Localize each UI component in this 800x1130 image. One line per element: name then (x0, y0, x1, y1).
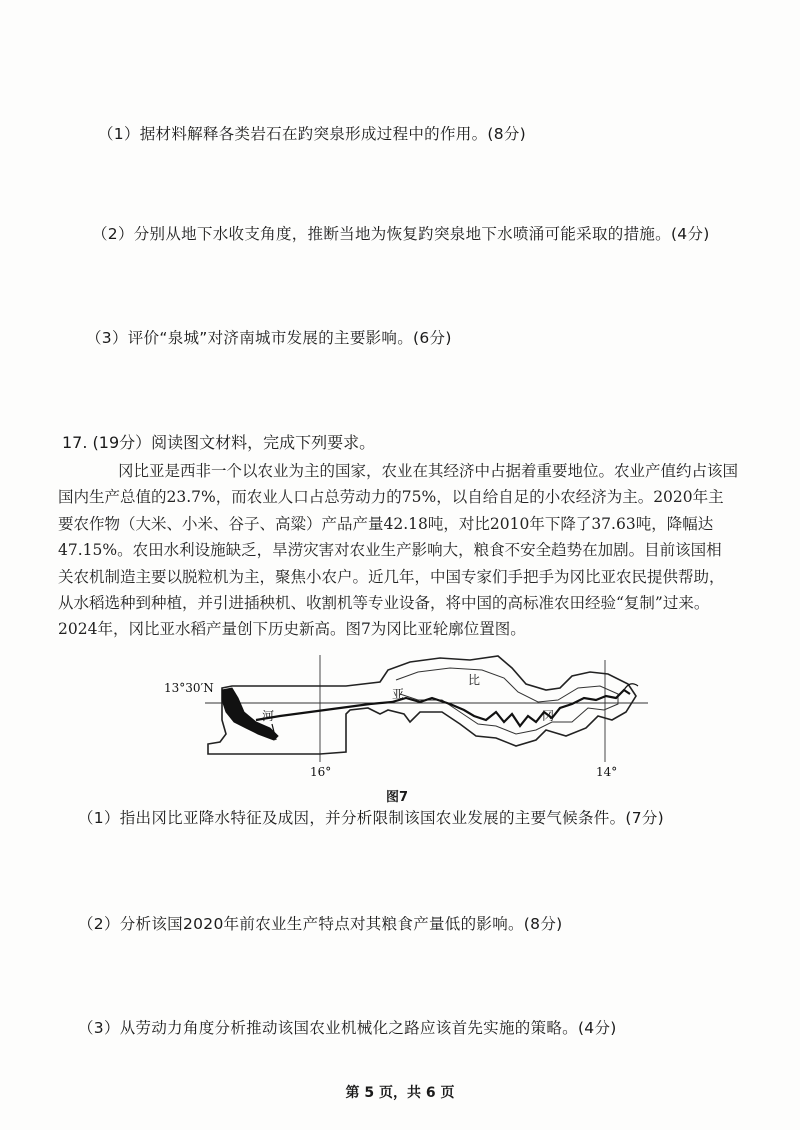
passage-line: 要农作物（大米、小米、谷子、高粱）产品产量42.18吨，对比2010年下降了37.63吨，降幅达 (58, 514, 714, 533)
question-17-title: 17. (19分）阅读图文材料，完成下列要求。 (62, 433, 376, 452)
figure-caption: 图7 (386, 790, 409, 805)
question-17-2: （2）分析该国2020年前农业生产特点对其粮食产量低的影响。(8分) (78, 915, 563, 933)
inner-border (396, 668, 618, 734)
map-char-he: 河 (262, 709, 275, 723)
question-17-3: （3）从劳动力角度分析推动该国农业机械化之路应该首先实施的策略。(4分) (78, 1019, 617, 1037)
passage-line: 47.15%。农田水利设施缺乏，旱涝灾害对农业生产影响大，粮食不安全趋势在加剧。目前该国相 (58, 541, 722, 560)
question-17-passage (58, 458, 756, 643)
map-char-ya: 亚 (392, 687, 405, 701)
map-svg (160, 650, 650, 780)
question-16-1: （1）据材料解释各类岩石在趵突泉形成过程中的作用。(8分) (98, 125, 527, 143)
question-16-3: （3）评价“泉城”对济南城市发展的主要影响。(6分) (86, 329, 452, 347)
page-footer: 第 5 页，共 6 页 (345, 1085, 455, 1101)
passage-line: 关农机制造主要以脱粒机为主，聚焦小农户。近几年，中国专家们手把手为冈比亚农民提供帮助， (58, 567, 725, 586)
map-char-gang: 冈 (542, 709, 555, 723)
question-17-1: （1）指出冈比亚降水特征及成因，并分析限制该国农业发展的主要气候条件。(7分) (78, 809, 665, 827)
question-16-2: （2）分别从地下水收支角度，推断当地为恢复趵突泉地下水喷涌可能采取的措施。(4分) (92, 225, 710, 243)
passage-line: 2024年，冈比亚水稻产量创下历史新高。图7为冈比亚轮廓位置图。 (58, 620, 526, 639)
gambia-outline-map (160, 650, 650, 780)
lon-label-14: 14° (596, 765, 618, 779)
passage-line: 冈比亚是西非一个以农业为主的国家，农业在其经济中占据着重要地位。农业产值约占该国 (118, 462, 739, 480)
lon-label-16: 16° (310, 765, 332, 779)
map-char-bi: 比 (468, 673, 481, 687)
lat-label: 13°30′N (164, 681, 214, 695)
passage-line: 国内生产总值的23.7%，而农业人口占总劳动力的75%，以自给自足的小农经济为主。2020年主 (58, 488, 724, 507)
passage-line: 从水稻选种到种植，并引进插秧机、收割机等专业设备，将中国的高标准农田经验“复制”过来。 (58, 594, 710, 613)
